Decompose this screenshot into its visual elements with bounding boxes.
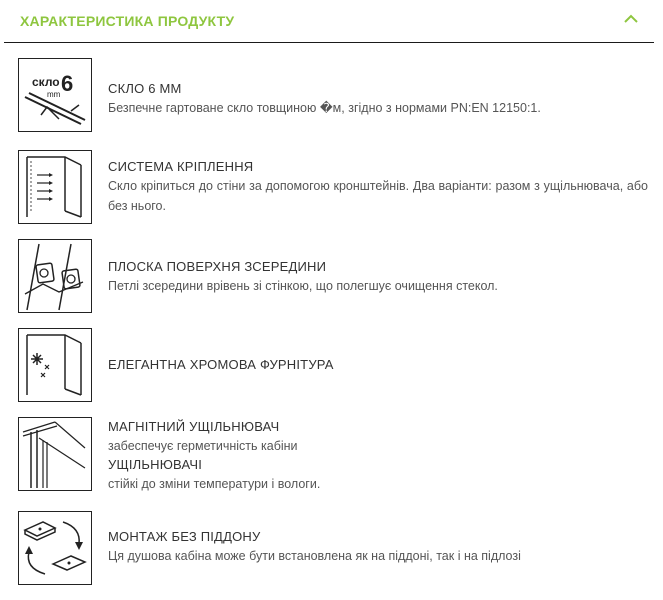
feature-flat-surface xyxy=(18,239,648,319)
feature-tray-installation xyxy=(18,511,648,591)
flat-hinge-icon xyxy=(18,239,92,313)
feature-description: забеспечує герметичність кабіни xyxy=(108,439,298,453)
tray-installation-icon xyxy=(18,511,92,585)
feature-description: Ця душова кабіна може бути встановлена як на піддоні, так і на підлозі xyxy=(108,549,521,563)
feature-mounting-system xyxy=(18,150,648,230)
glass-thickness-icon xyxy=(18,58,92,132)
wall-mounting-icon xyxy=(18,150,92,224)
magnetic-seal-icon xyxy=(18,417,92,491)
feature-description: Безпечне гартоване скло товщиною �м, згідно з нормами PN:EN 12150:1. xyxy=(108,101,541,115)
feature-description: Петлі зсередини врівень зі стінкою, що полегшує очищення стекол. xyxy=(108,279,498,293)
feature-title-secondary: УЩІЛЬНЮВАЧІ xyxy=(108,457,203,472)
feature-magnetic-seal xyxy=(18,417,648,497)
feature-title: МАГНІТНИЙ УЩІЛЬНЮВАЧ xyxy=(108,419,280,434)
feature-description-secondary: стійкі до зміни температури і вологи. xyxy=(108,477,321,491)
chevron-up-icon[interactable] xyxy=(622,12,640,26)
chrome-fittings-icon xyxy=(18,328,92,402)
feature-title: СИСТЕМА КРІПЛЕННЯ xyxy=(108,159,254,174)
feature-description: Скло кріпиться до стіни за допомогою кронштейнів. Два варіанти: разом з ущільнювача, або без нього. xyxy=(108,179,648,213)
feature-title: СКЛО 6 ММ xyxy=(108,81,182,96)
icon-label-num: 6 xyxy=(61,71,74,96)
feature-title: ПЛОСКА ПОВЕРХНЯ ЗСЕРЕДИНИ xyxy=(108,259,327,274)
feature-glass-thickness xyxy=(18,58,648,138)
icon-label-top: скло xyxy=(32,75,60,89)
feature-chrome-fittings xyxy=(18,328,648,408)
feature-title: ЕЛЕГАНТНА ХРОМОВА ФУРНІТУРА xyxy=(108,357,334,372)
section-header[interactable] xyxy=(4,0,654,43)
icon-label-unit: mm xyxy=(47,90,61,99)
feature-title: МОНТАЖ БЕЗ ПІДДОНУ xyxy=(108,529,261,544)
section-title: ХАРАКТЕРИСТИКА ПРОДУКТУ xyxy=(20,13,235,29)
